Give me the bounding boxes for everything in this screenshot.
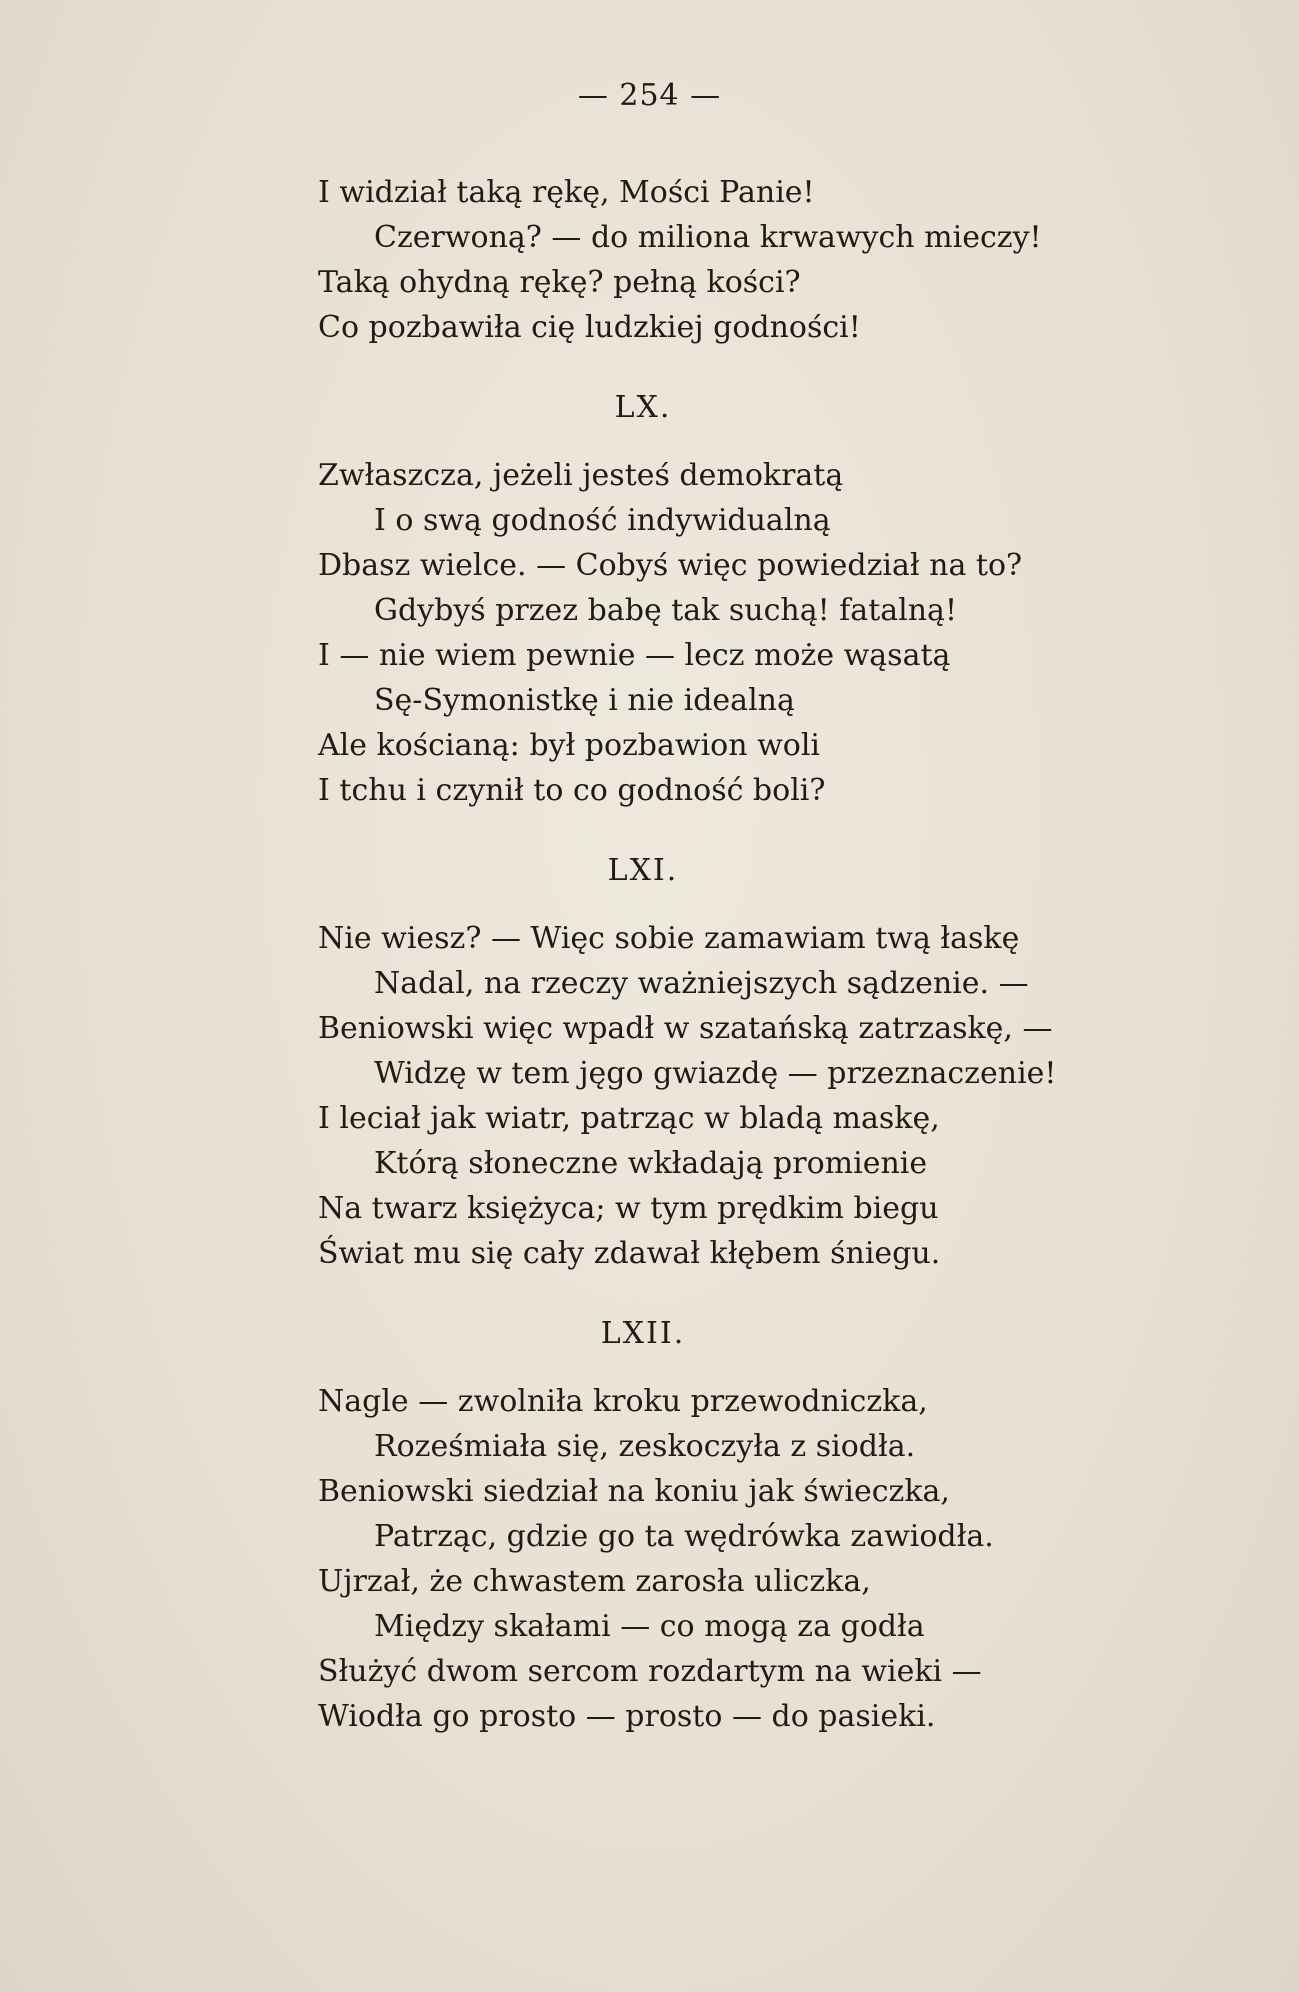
verse-line: Świat mu się cały zdawał kłębem śniegu.: [318, 1236, 941, 1271]
verse-line: Nagle — zwolniła kroku przewodniczka,: [318, 1384, 928, 1419]
verse-line: Patrząc, gdzie go ta wędrówka zawiodła.: [374, 1519, 994, 1554]
verse-line: Ale kościaną: był pozbawion woli: [318, 728, 821, 763]
verse-line: Nadal, na rzeczy ważniejszych sądzenie. —: [374, 966, 1029, 1001]
stanza-title-lx: LX.: [614, 390, 672, 425]
stanza-lxii: [318, 1379, 1218, 1739]
stanza-intro: [318, 170, 1218, 350]
verse-line: Beniowski siedział na koniu jak świeczka,: [318, 1474, 950, 1509]
verse-line: I tchu i czynił to co godność boli?: [318, 773, 826, 808]
verse-line: Taką ohydną rękę? pełną kości?: [318, 265, 801, 300]
verse-line: Nie wiesz? — Więc sobie zamawiam twą łaskę: [318, 921, 1020, 956]
verse-line: Widzę w tem jęgo gwiazdę — przeznaczenie!: [374, 1056, 1057, 1091]
verse-line: Którą słoneczne wkładają promienie: [374, 1146, 928, 1181]
verse-line: Czerwoną? — do miliona krwawych mieczy!: [374, 220, 1042, 255]
verse-line: Beniowski więc wpadł w szatańską zatrzaskę, —: [318, 1011, 1053, 1046]
verse-line: Między skałami — co mogą za godła: [374, 1609, 925, 1644]
verse-line: Dbasz wielce. — Cobyś więc powiedział na to?: [318, 548, 1023, 583]
verse-line: Na twarz księżyca; w tym prędkim biegu: [318, 1191, 939, 1226]
poem-text: [318, 170, 1218, 1739]
verse-line: Co pozbawiła cię ludzkiej godności!: [318, 310, 861, 345]
page-number: — 254 —: [577, 78, 722, 113]
verse-line: Służyć dwom sercom rozdartym na wieki —: [318, 1654, 982, 1689]
stanza-title-lxi: LXI.: [607, 853, 679, 888]
verse-line: Roześmiała się, zeskoczyła z siodła.: [374, 1429, 916, 1464]
stanza-lx: [318, 453, 1218, 813]
verse-line: I widział taką rękę, Mości Panie!: [318, 175, 815, 210]
verse-line: Zwłaszcza, jeżeli jesteś demokratą: [318, 458, 844, 493]
verse-line: Wiodła go prosto — prosto — do pasieki.: [318, 1699, 936, 1734]
stanza-title-lxii: LXII.: [600, 1316, 686, 1351]
verse-line: Ujrzał, że chwastem zarosła uliczka,: [318, 1564, 871, 1599]
verse-line: I o swą godność indywidualną: [374, 503, 831, 538]
verse-line: Sę-Symonistkę i nie idealną: [374, 683, 795, 718]
verse-line: I — nie wiem pewnie — lecz może wąsatą: [318, 638, 951, 673]
verse-line: I leciał jak wiatr, patrząc w bladą maskę,: [318, 1101, 940, 1136]
verse-line: Gdybyś przez babę tak suchą! fatalną!: [374, 593, 957, 628]
stanza-lxi: [318, 916, 1218, 1276]
